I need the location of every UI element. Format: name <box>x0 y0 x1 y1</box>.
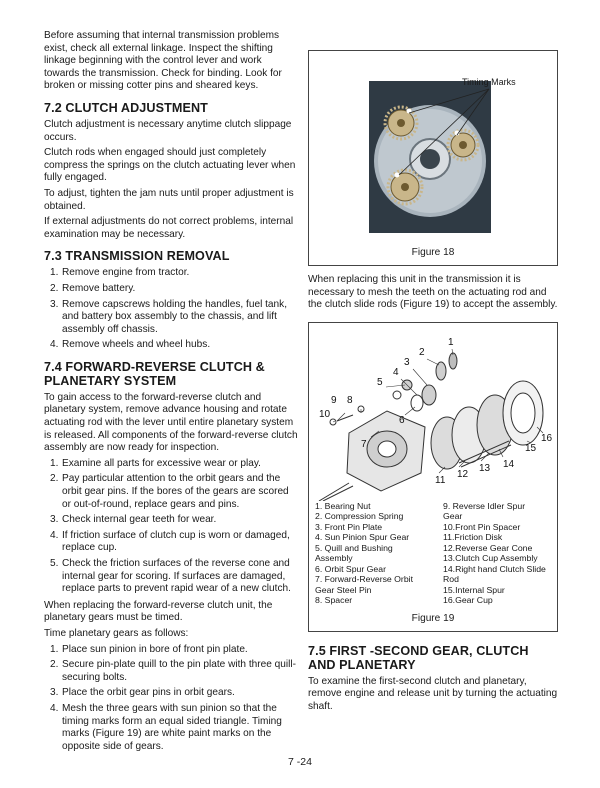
callout-number: 14 <box>503 458 515 470</box>
section-7-4-para: To gain access to the forward-reverse clutch and planetary system, remove advance housing and rotate actuating rod with the lever until entire planetary system is released. All components of the forward-reverse clutch assembly are now ready for inspection. <box>44 391 298 454</box>
callout-number: 6 <box>399 414 405 426</box>
callout-number: 7 <box>361 438 367 450</box>
legend-left-column <box>315 501 413 606</box>
section-7-3-heading: 7.3 TRANSMISSION REMOVAL <box>44 249 230 264</box>
callout-number: 2 <box>419 346 425 358</box>
list-item: 2. Remove battery. <box>50 282 136 294</box>
exploded-view-diagram <box>309 323 559 501</box>
callout-number: 15 <box>525 442 537 454</box>
figure-19-caption: Figure 19 <box>411 612 455 624</box>
section-7-4-heading: 7.4 FORWARD-REVERSE CLUTCH & PLANETARY SYSTEM <box>44 359 265 388</box>
legend-item: 9. Reverse Idler Spur <box>443 500 526 511</box>
list-item: 4. If friction surface of clutch cup is worn or damaged, replace cup. <box>50 529 290 554</box>
list-item: 3. Place the orbit gear pins in orbit gears. <box>50 687 235 699</box>
left-column <box>44 30 298 757</box>
figure-18-caption: Figure 18 <box>411 247 455 258</box>
timing-mark-leaders <box>309 51 559 267</box>
legend-right-column <box>443 501 546 606</box>
legend-item: Gear Steel Pin <box>315 584 372 595</box>
section-7-2-para: To adjust, tighten the jam nuts until proper adjustment is obtained. <box>44 187 294 212</box>
legend-item: 2. Compression Spring <box>315 511 404 522</box>
legend-item: Assembly <box>315 553 353 564</box>
section-7-4-para: When replacing the forward-reverse clutch unit, the planetary gears must be timed. <box>44 599 273 624</box>
section-7-5-para: To examine the first-second clutch and planetary, remove engine and release unit by turning the actuating shaft. <box>308 675 558 712</box>
legend-item: 16.Gear Cup <box>443 595 493 606</box>
callout-number: 1 <box>448 336 454 348</box>
list-item: 2. Secure pin-plate quill to the pin plate with three quill-securing bolts. <box>50 659 296 683</box>
legend-item: 6. Orbit Spur Gear <box>315 563 386 574</box>
legend-item: 11.Friction Disk <box>443 532 503 543</box>
list-item: 3. Check internal gear teeth for wear. <box>50 514 217 526</box>
callout-number: 3 <box>404 356 410 368</box>
timing-marks-label: Timing Marks <box>462 77 516 87</box>
list-item: 5. Check the friction surfaces of the reverse cone and internal gear for scoring. If surfaces are damaged, replace parts to prevent rapid wear of a new clutch. <box>50 558 291 595</box>
list-item: 2. Pay particular attention to the orbit gears and the orbit gear pins. If the bores of the gears are scored or out-of-round, replace gears and pins. <box>50 473 289 510</box>
list-item: 4. Remove wheels and wheel hubs. <box>50 339 211 351</box>
legend-item: 8. Spacer <box>315 595 353 606</box>
legend-item: 15.Internal Spur <box>443 584 505 595</box>
section-7-4-para: Time planetary gears as follows: <box>44 627 189 639</box>
list-item: 1. Remove engine from tractor. <box>50 267 190 279</box>
legend-item: 12.Reverse Gear Cone <box>443 542 533 553</box>
legend-item: 4. Sun Pinion Spur Gear <box>315 532 410 543</box>
callout-number: 12 <box>457 468 469 480</box>
figure-18 <box>308 50 558 266</box>
callout-number: 8 <box>347 394 353 406</box>
list-item: 3. Remove capscrews holding the handles, fuel tank, and battery box assembly to the chassis, and lift assembly off chassis. <box>50 298 287 335</box>
section-7-2-para: If external adjustments do not correct problems, internal examination may be necessary. <box>44 216 294 240</box>
list-item: 4. Mesh the three gears with sun pinion so that the timing marks form an equal sided triangle. Timing marks (Figure 19) are white paint marks on the opposite side of gears. <box>50 702 282 752</box>
callout-number: 13 <box>479 462 491 474</box>
removal-steps <box>44 267 298 352</box>
legend-item: Gear <box>443 511 463 522</box>
callout-number: 10 <box>319 408 331 420</box>
page-number: 7 -24 <box>288 756 312 768</box>
legend-item: Rod <box>443 574 459 585</box>
legend-item: 14.Right hand Clutch Slide <box>443 563 546 574</box>
legend-item: 10.Front Pin Spacer <box>443 521 521 532</box>
figure-19 <box>308 322 558 632</box>
legend-item: 5. Quill and Bushing <box>315 542 393 553</box>
section-7-2-para: Clutch adjustment is necessary anytime clutch slippage occurs. <box>44 118 292 143</box>
list-item: 1. Examine all parts for excessive wear or play. <box>50 457 261 469</box>
right-column <box>308 30 558 717</box>
timing-steps <box>44 644 298 754</box>
legend-item: 13.Clutch Cup Assembly <box>443 553 538 564</box>
section-7-5-heading: 7.5 FIRST -SECOND GEAR, CLUTCH AND PLANETARY <box>308 643 529 672</box>
callout-number: 16 <box>541 432 553 444</box>
legend-item: 3. Front Pin Plate <box>315 521 383 532</box>
inspection-steps <box>44 458 298 596</box>
intro-paragraph: Before assuming that internal transmission problems exist, check all external linkage. Inspect the shifting linkage beginning with the control lever and work towards the transmission. Check for binding. Look for broken or missing cotter pins and sheared keys. <box>44 30 282 92</box>
legend-item: 1. Bearing Nut <box>315 500 371 511</box>
section-7-2-para: Clutch rods when engaged should just completely compress the springs on the clutch actuating lever when fully engaged. <box>44 147 296 184</box>
callout-number: 11 <box>435 474 446 486</box>
figure-18-note: When replacing this unit in the transmission it is necessary to mesh the teeth on the actuating rod and the clutch slide rods (Figure 19) to accept the assembly. <box>308 274 558 311</box>
callout-number: 4 <box>393 366 399 378</box>
legend-item: 7. Forward-Reverse Orbit <box>315 574 414 585</box>
section-7-2-heading: 7.2 CLUTCH ADJUSTMENT <box>44 100 208 115</box>
callout-number: 5 <box>377 376 383 388</box>
callout-number: 9 <box>331 394 337 406</box>
list-item: 1. Place sun pinion in bore of front pin plate. <box>50 643 248 655</box>
